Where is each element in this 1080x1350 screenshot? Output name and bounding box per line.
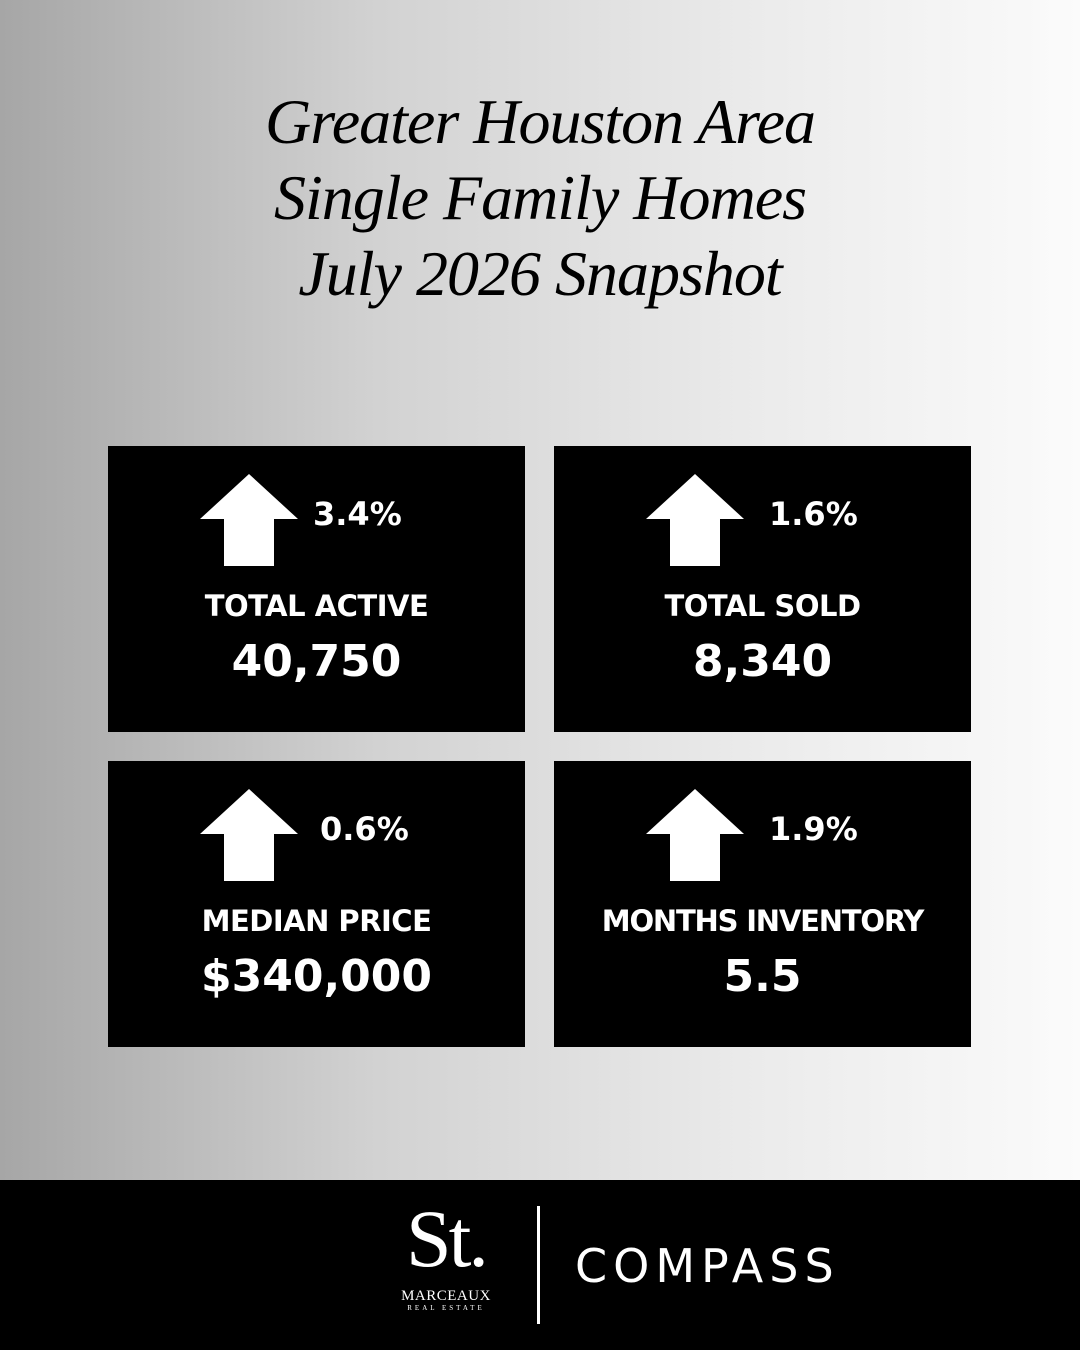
stat-card-total-active xyxy=(108,446,525,732)
arrow-up-icon xyxy=(200,474,298,566)
logo-mark: St. xyxy=(406,1193,486,1284)
logo-name: MARCEAUX xyxy=(401,1288,491,1304)
stat-label: MONTHS INVENTORY xyxy=(601,904,924,938)
stat-label: TOTAL SOLD xyxy=(664,589,861,623)
stat-card-total-sold xyxy=(554,446,971,732)
stat-change: 3.4% xyxy=(313,495,402,533)
stat-value: 8,340 xyxy=(692,636,833,687)
arrow-up-icon xyxy=(646,474,744,566)
stat-label: MEDIAN PRICE xyxy=(201,904,432,938)
title-line-category: Single Family Homes xyxy=(274,162,806,233)
stat-value: $340,000 xyxy=(200,951,433,1002)
stat-card-months-inventory xyxy=(554,761,971,1047)
arrow-up-icon xyxy=(646,789,744,881)
title-line-location: Greater Houston Area xyxy=(264,86,816,157)
stat-label: TOTAL ACTIVE xyxy=(204,589,429,623)
logo-subtitle: REAL ESTATE xyxy=(407,1304,485,1312)
page-title xyxy=(0,84,1080,312)
stat-change: 0.6% xyxy=(320,810,409,848)
title-line-period: July 2026 Snapshot xyxy=(298,238,782,309)
stat-card-median-price xyxy=(108,761,525,1047)
arrow-up-icon xyxy=(200,789,298,881)
compass-logo: COMPASS xyxy=(575,1239,840,1293)
stat-change: 1.9% xyxy=(769,810,858,848)
footer-bar xyxy=(0,1180,1080,1350)
st-marceaux-logo xyxy=(396,1193,496,1313)
stat-change: 1.6% xyxy=(769,495,858,533)
stat-value: 40,750 xyxy=(231,636,402,687)
stat-value: 5.5 xyxy=(723,951,802,1002)
logo-divider xyxy=(537,1206,540,1324)
